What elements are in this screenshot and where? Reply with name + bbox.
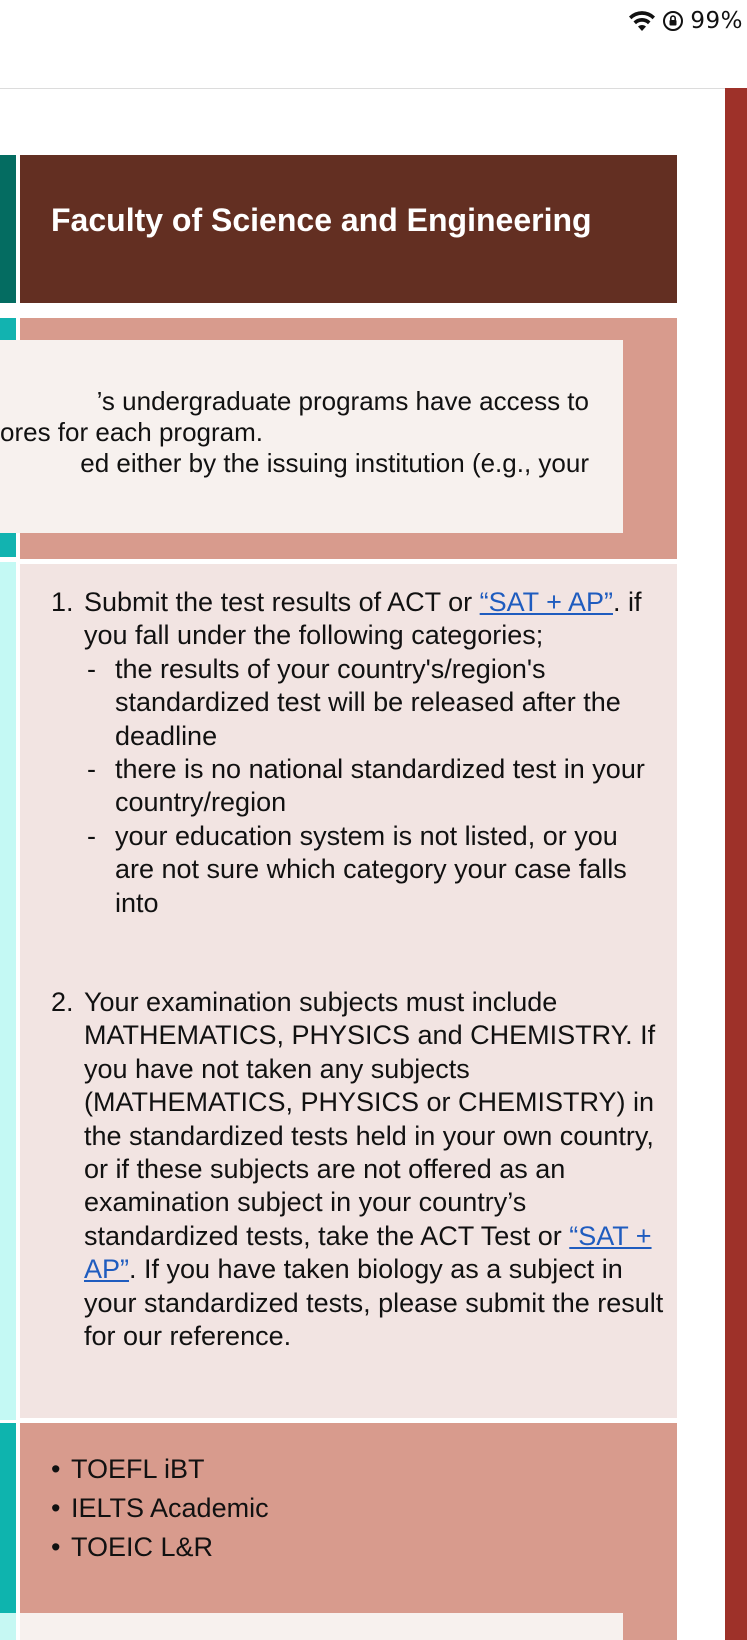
dash-marker: - [87, 820, 96, 851]
condition-item [84, 653, 654, 753]
bullet-marker: • [51, 1454, 61, 1484]
intro-text-box [0, 340, 623, 533]
english-test-item [51, 1450, 269, 1489]
faculty-title: Faculty of Science and Engineering [51, 202, 592, 238]
status-divider [0, 88, 725, 89]
left-accent-strip [0, 1423, 16, 1613]
text-segment: . if you fall under the following categories; [84, 587, 642, 651]
test-name: IELTS Academic [71, 1493, 269, 1523]
requirement-item [51, 986, 671, 1353]
status-icons [628, 8, 743, 34]
dash-marker: - [87, 754, 96, 785]
faculty-header [20, 155, 677, 303]
status-bar [0, 0, 747, 88]
condition-item [84, 753, 654, 820]
requirement-text [84, 986, 674, 1353]
intro-line: ed either by the issuing institution (e.g., your [80, 448, 589, 478]
item-number: 1. [51, 587, 74, 617]
item-number: 2. [51, 987, 74, 1017]
condition-text: your education system is not listed, or you are not sure which category your case falls into [115, 820, 627, 918]
condition-item [84, 820, 654, 920]
intro-line: ores for each program. [0, 417, 264, 447]
text-segment: . If you have taken biology as a subject in your standardized tests, please submit the result for our reference. [84, 1254, 664, 1352]
english-test-item [51, 1528, 269, 1567]
test-name: TOEIC L&R [71, 1532, 214, 1562]
left-accent-strip [0, 533, 16, 557]
condition-text: there is no national standardized test in your country/region [115, 754, 645, 818]
left-accent-strip [0, 1613, 16, 1640]
condition-text: the results of your country's/region's standardized test will be released after the deadline [115, 653, 621, 751]
sat-ap-link[interactable]: “SAT + AP” [479, 587, 613, 617]
requirements-section [20, 564, 677, 1418]
bullet-marker: • [51, 1493, 61, 1523]
english-test-item [51, 1489, 269, 1528]
test-name: TOEFL iBT [71, 1454, 205, 1484]
english-test-list [51, 1450, 269, 1567]
dash-marker: - [87, 653, 96, 684]
left-accent-strip [0, 562, 16, 1420]
english-tests-section [20, 1423, 677, 1613]
intro-line: ’s undergraduate programs have access to [96, 386, 589, 416]
next-section-box [20, 1613, 623, 1640]
rotation-lock-icon [662, 10, 684, 32]
next-section-border [623, 1613, 677, 1640]
requirement-item [51, 586, 671, 920]
right-edge-bar [725, 88, 747, 1640]
text-segment: Submit the test results of ACT or [84, 587, 480, 617]
battery-percent: 99% [690, 8, 743, 34]
text-segment: Your examination subjects must include MATHEMATICS, PHYSICS and CHEMISTRY. If you have not taken any subjects (MATHEMATICS, PHYSICS or CHEMISTRY) in the standardized tests held in your own country, or if these subjects are not offered as an examination subject in your country’s standardized tests, take the ACT Test or [84, 987, 656, 1251]
wifi-icon [628, 10, 656, 32]
left-accent-strip [0, 155, 16, 303]
sat-ap-link[interactable]: “SAT + AP” [84, 1220, 652, 1285]
requirement-text [84, 586, 674, 653]
condition-list [84, 653, 654, 920]
bullet-marker: • [51, 1532, 61, 1562]
left-accent-strip [0, 318, 16, 340]
